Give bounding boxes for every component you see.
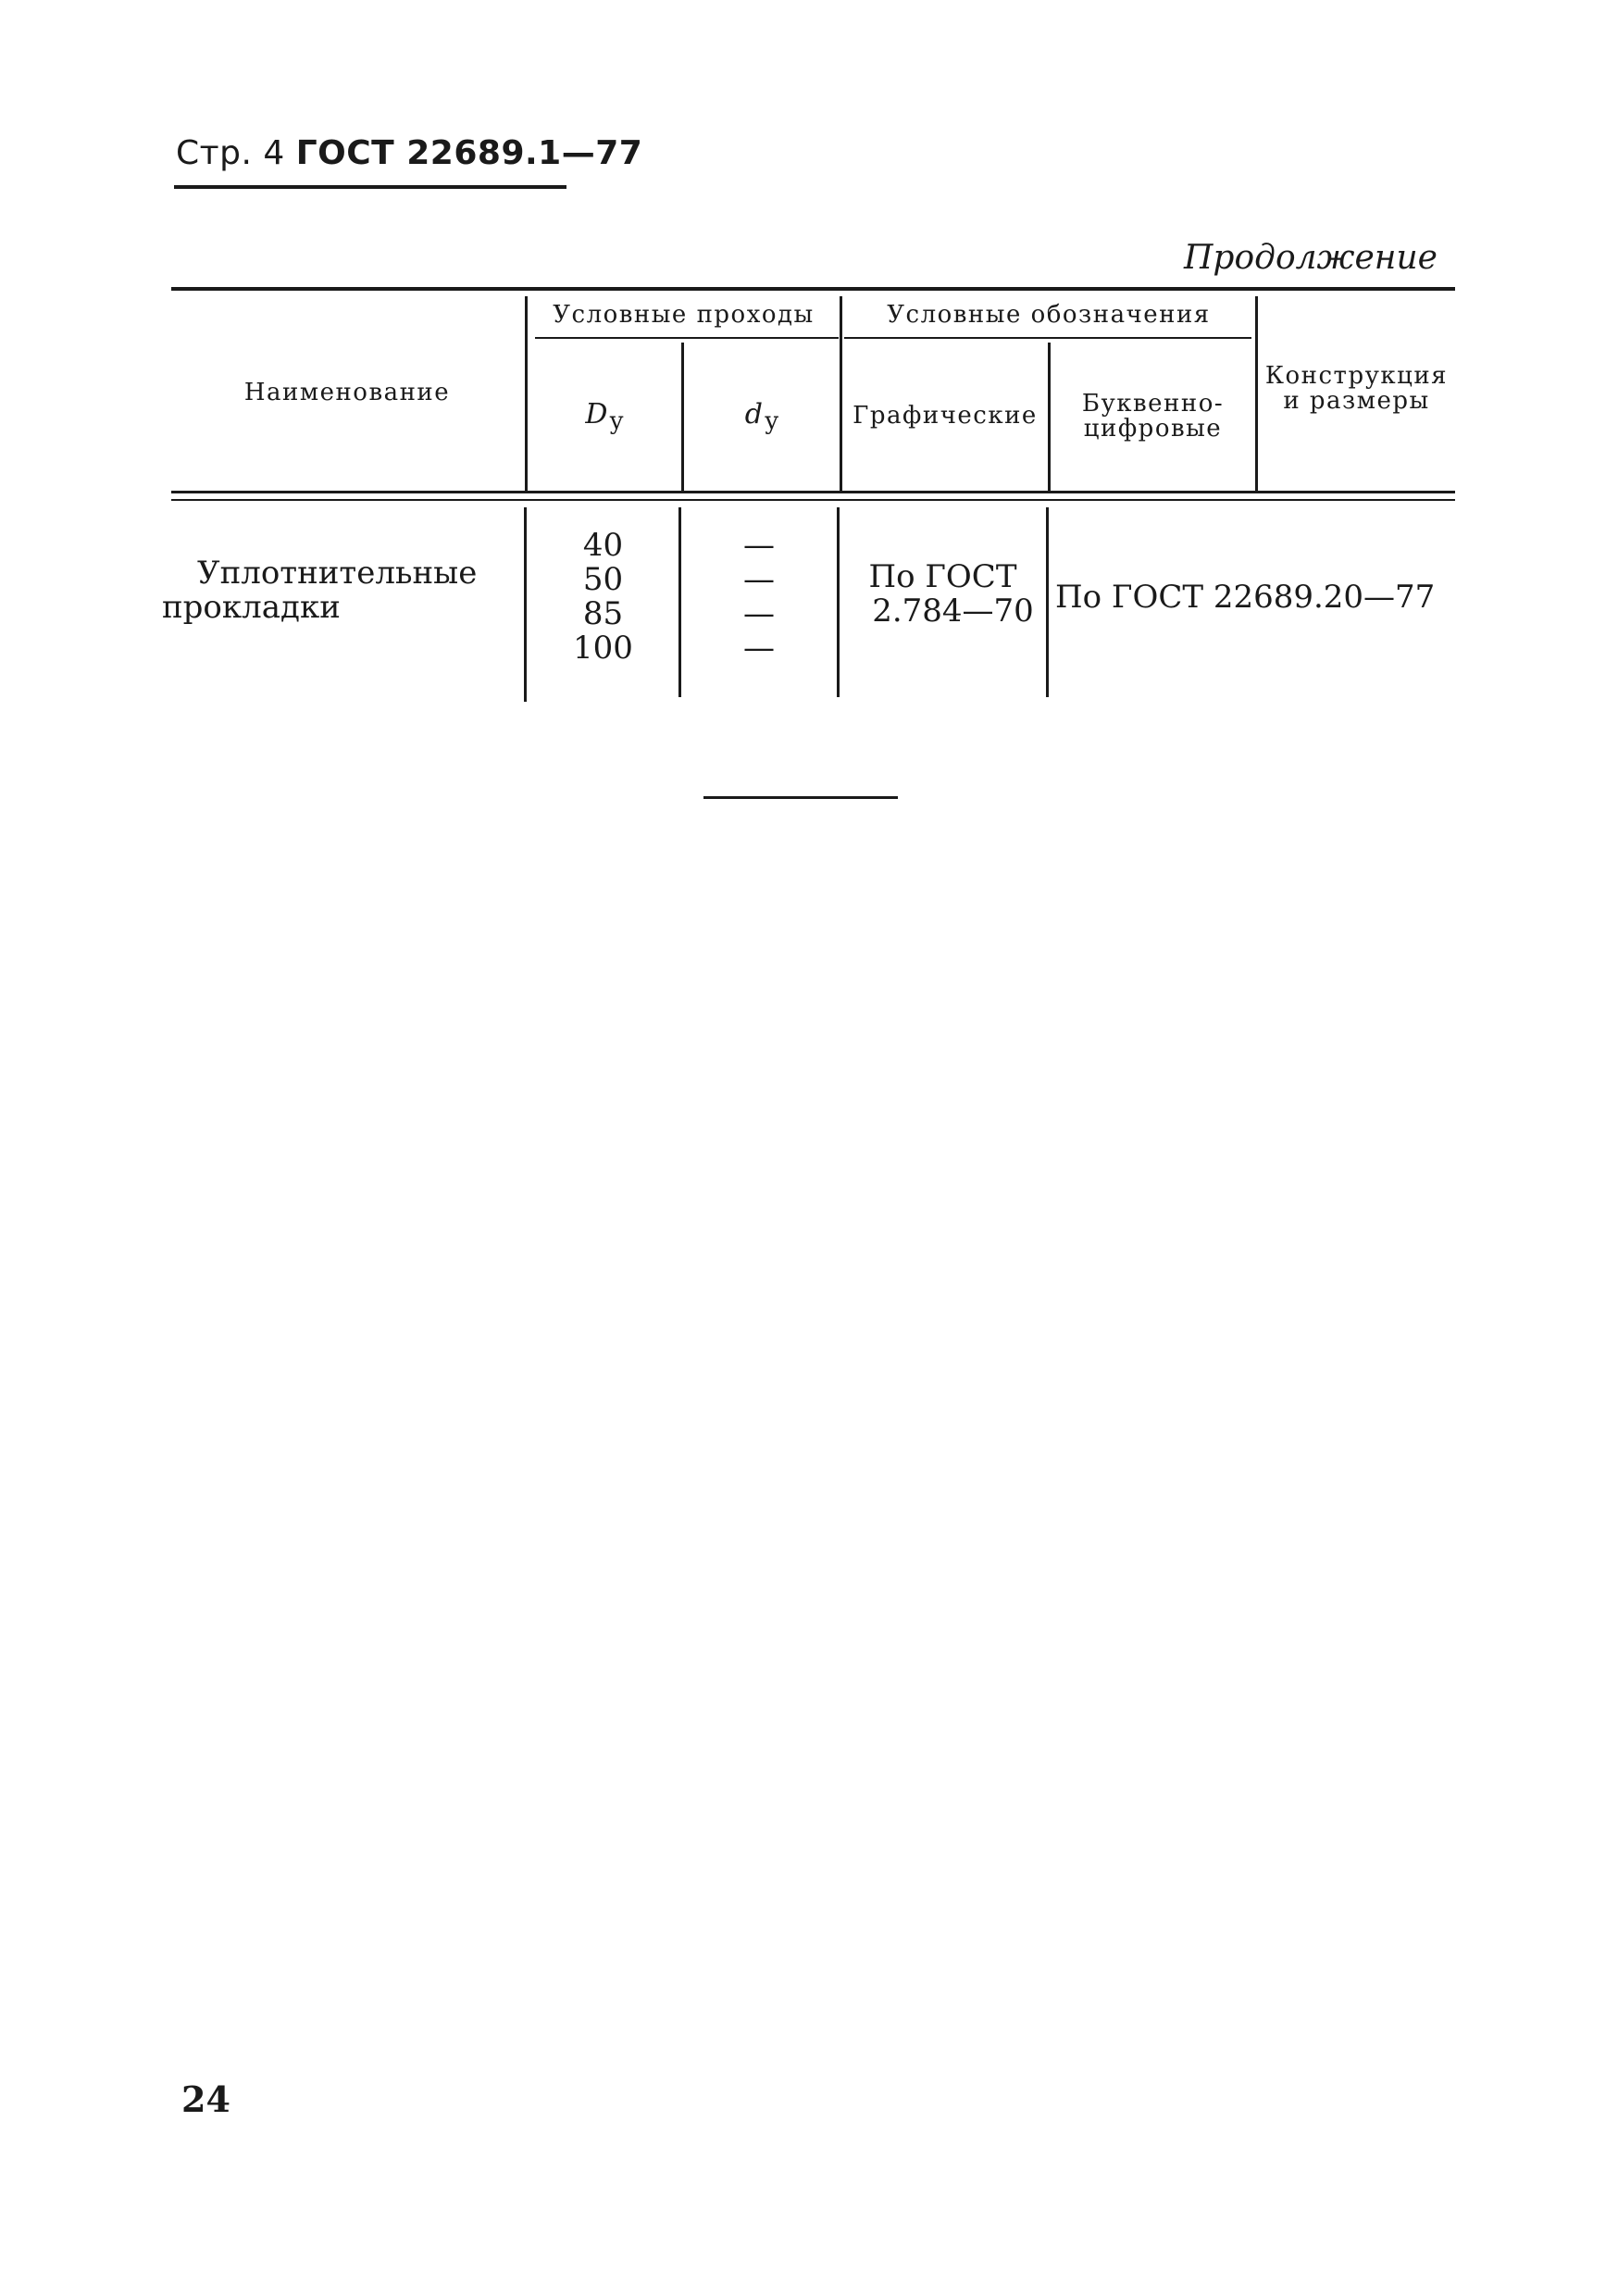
body-divider-graphic — [1046, 507, 1049, 697]
header-nominal-passages — [528, 294, 840, 337]
body-divider-name — [524, 507, 527, 702]
row-graphic-line2: 2.784—70 — [872, 593, 1034, 630]
row-Dy-values — [528, 528, 678, 667]
Dy-symbol: $D_у$ — [585, 398, 624, 435]
header-graphic-label: Графические — [853, 402, 1038, 430]
Dy-value: 85 — [582, 595, 624, 632]
header-construction — [1258, 352, 1455, 426]
Dy-value: 100 — [573, 630, 633, 667]
header-alphanumeric — [1051, 343, 1255, 491]
dy-value: — — [743, 595, 775, 632]
row-name — [162, 554, 478, 628]
row-dy-values — [681, 528, 837, 667]
header-dy — [684, 343, 840, 491]
header-name-label: Наименование — [243, 379, 451, 407]
row-name-line1: Уплотнительные — [197, 555, 478, 592]
header-construction-line2: и размеры — [1283, 387, 1430, 415]
designations-group-rule — [844, 337, 1251, 339]
header-alphanumeric-line1: Буквенно- — [1081, 389, 1225, 418]
nominal-passages-group-rule — [535, 337, 839, 339]
end-rule — [703, 796, 898, 799]
header-name — [171, 296, 523, 491]
header-rule — [174, 185, 566, 189]
row-spanning-reference-text: По ГОСТ 22689.20—77 — [1055, 578, 1436, 616]
header-nominal-passages-label: Условные проходы — [553, 301, 815, 330]
header-bottom-rule-1 — [171, 491, 1455, 493]
page-number: 24 — [181, 2078, 230, 2120]
running-header — [176, 134, 642, 172]
header-designations-label: Условные обозначения — [887, 301, 1211, 330]
row-graphic-line1: По ГОСТ — [868, 558, 1017, 595]
continuation-label: Продолжение — [1184, 239, 1438, 277]
header-designations — [842, 294, 1255, 337]
Dy-value: 50 — [582, 561, 624, 598]
header-alphanumeric-line2: цифровые — [1083, 415, 1223, 443]
header-bottom-rule-2 — [171, 499, 1455, 501]
header-Dy — [528, 343, 681, 491]
row-name-line2: прокладки — [162, 589, 341, 626]
header-graphic — [842, 343, 1048, 491]
dy-value: — — [743, 561, 775, 598]
table-top-rule — [171, 287, 1455, 291]
Dy-value: 40 — [582, 527, 624, 564]
header-construction-line1: Конструкция — [1264, 361, 1449, 390]
row-graphic — [840, 557, 1046, 631]
row-spanning-reference — [1055, 579, 1453, 616]
gost-label: ГОСТ 22689.1—77 — [295, 134, 643, 172]
dy-value: — — [743, 630, 775, 667]
page-label: Стр. 4 — [176, 134, 285, 172]
dy-symbol: $d_у$ — [744, 398, 779, 435]
dy-value: — — [743, 527, 775, 564]
